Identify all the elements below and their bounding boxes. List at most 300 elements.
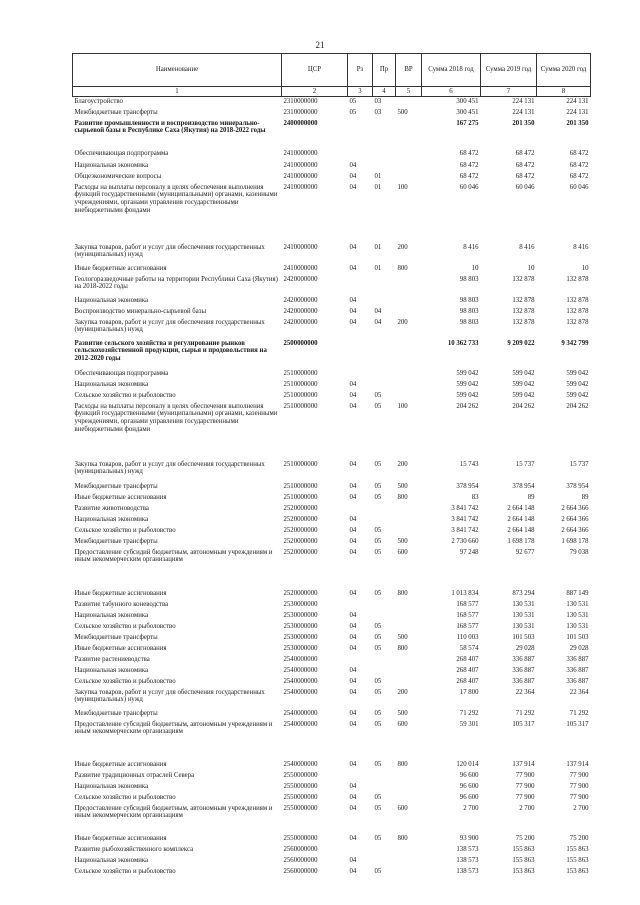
row-sum-2018: 93 900 (459, 834, 479, 842)
table-row (73, 264, 591, 275)
row-name: Предоставление субсидий бюджетным, автономным учреждениям и иным некоммерческим организациям (74, 720, 273, 736)
row-rz: 04 (349, 804, 357, 812)
header-pr: Пр (373, 54, 396, 87)
row-csr: 2530000000 (283, 633, 318, 641)
row-sum-2018: 204 262 (456, 402, 479, 410)
row-pr (373, 655, 396, 666)
header-index-cell: 2 (282, 87, 348, 97)
row-vr (396, 793, 422, 804)
table-row (73, 611, 591, 622)
row-vr (396, 172, 422, 183)
row-pr (373, 845, 396, 856)
table-row (73, 307, 591, 318)
row-rz (348, 339, 373, 369)
table-row (73, 709, 591, 720)
row-rz: 04 (349, 391, 357, 399)
row-csr: 2420000000 (283, 296, 318, 304)
row-pr (373, 380, 396, 391)
row-csr: 2560000000 (283, 845, 318, 853)
table-row (73, 760, 591, 771)
table-row (73, 243, 591, 264)
row-vr (396, 391, 422, 402)
row-sum-2019: 873 294 (512, 589, 535, 597)
row-pr (373, 504, 396, 515)
row-sum-2020: 336 887 (566, 655, 589, 663)
row-sum-2018: 599 042 (456, 391, 479, 399)
row-sum-2018: 8 416 (463, 243, 479, 251)
row-pr: 01 (374, 172, 382, 180)
row-vr: 600 (397, 720, 408, 728)
row-pr (373, 161, 396, 172)
row-csr: 2400000000 (283, 119, 318, 127)
table-row (73, 548, 591, 589)
row-name: Национальная экономика (74, 782, 149, 790)
budget-table (72, 53, 591, 878)
row-name: Межбюджетные трансферты (74, 709, 158, 717)
row-name: Национальная экономика (74, 161, 149, 169)
header-row (73, 54, 591, 87)
row-name: Общеэкономические вопросы (74, 172, 162, 180)
row-pr: 05 (374, 526, 382, 534)
row-pr: 05 (374, 677, 382, 685)
row-sum-2018: 378 954 (456, 482, 479, 490)
table-row (73, 172, 591, 183)
row-vr: 800 (397, 644, 408, 652)
row-name: Национальная экономика (74, 856, 149, 864)
row-sum-2020: 77 900 (569, 771, 589, 779)
row-sum-2018: 138 573 (456, 867, 479, 875)
row-sum-2019: 68 472 (515, 149, 535, 157)
row-csr: 2540000000 (283, 760, 318, 768)
row-sum-2019: 336 887 (512, 666, 535, 674)
row-sum-2018: 138 573 (456, 845, 479, 853)
header-sum-2018: Сумма 2018 год (422, 54, 481, 87)
header-name: Наименование (73, 54, 282, 87)
row-pr (373, 666, 396, 677)
header-index-cell: 7 (481, 87, 537, 97)
row-sum-2020: 130 531 (566, 611, 589, 619)
row-pr (373, 369, 396, 380)
table-row (73, 622, 591, 633)
row-sum-2019: 60 046 (515, 183, 535, 191)
row-sum-2020: 137 914 (566, 760, 589, 768)
row-sum-2020: 153 863 (566, 867, 589, 875)
row-sum-2019: 599 042 (512, 391, 535, 399)
row-sum-2020: 336 887 (566, 666, 589, 674)
header-index-cell: 1 (73, 87, 282, 97)
row-sum-2018: 1 013 834 (451, 589, 479, 597)
row-sum-2019: 77 900 (515, 793, 535, 801)
row-sum-2018: 68 472 (459, 172, 479, 180)
row-sum-2020: 68 472 (569, 161, 589, 169)
header-index-cell: 5 (396, 87, 422, 97)
row-csr: 2550000000 (283, 771, 318, 779)
table-row (73, 183, 591, 243)
row-rz (348, 600, 373, 611)
row-vr: 800 (397, 760, 408, 768)
row-rz: 04 (349, 611, 357, 619)
row-sum-2018: 96 600 (459, 771, 479, 779)
row-csr: 2530000000 (283, 644, 318, 652)
row-sum-2018: 59 301 (459, 720, 479, 728)
header-vr: ВР (396, 54, 422, 87)
row-csr: 2520000000 (283, 548, 318, 556)
row-sum-2020: 132 878 (566, 296, 589, 304)
row-vr (396, 771, 422, 782)
row-rz: 04 (349, 172, 357, 180)
row-pr (373, 611, 396, 622)
table-row (73, 633, 591, 644)
row-sum-2018: 3 841 742 (451, 504, 479, 512)
row-pr: 05 (374, 460, 382, 468)
row-rz (348, 845, 373, 856)
row-sum-2018: 58 574 (459, 644, 479, 652)
row-rz (348, 655, 373, 666)
row-pr: 01 (374, 264, 382, 272)
row-pr: 05 (374, 720, 382, 728)
row-pr (373, 339, 396, 369)
row-sum-2019: 101 503 (512, 633, 535, 641)
row-rz: 04 (349, 307, 357, 315)
row-csr: 2420000000 (283, 307, 318, 315)
row-sum-2018: 96 600 (459, 793, 479, 801)
row-sum-2020: 77 900 (569, 793, 589, 801)
row-pr: 05 (374, 867, 382, 875)
table-row (73, 504, 591, 515)
row-sum-2019: 22 364 (515, 688, 535, 696)
row-vr: 800 (397, 834, 408, 842)
row-name: Развитие табунного коневодства (74, 600, 169, 608)
row-sum-2018: 17 800 (459, 688, 479, 696)
row-name: Благоустройство (74, 98, 123, 105)
table-row (73, 369, 591, 380)
row-name: Национальная экономика (74, 296, 149, 304)
row-csr: 2520000000 (283, 589, 318, 597)
row-sum-2019: 77 900 (515, 782, 535, 790)
row-sum-2019: 2 664 148 (507, 504, 535, 512)
row-rz: 04 (349, 537, 357, 545)
row-csr: 2530000000 (283, 622, 318, 630)
row-sum-2020: 71 292 (569, 709, 589, 717)
row-vr: 600 (397, 804, 408, 812)
row-sum-2020: 79 038 (569, 548, 589, 556)
row-pr: 05 (374, 402, 382, 410)
row-pr (373, 771, 396, 782)
row-csr: 2310000000 (283, 108, 318, 116)
table-row (73, 845, 591, 856)
row-rz: 04 (349, 589, 357, 597)
table-row (73, 537, 591, 548)
row-rz: 04 (349, 856, 357, 864)
row-sum-2018: 120 014 (456, 760, 479, 768)
row-sum-2019: 10 (527, 264, 535, 272)
row-sum-2018: 168 577 (456, 611, 479, 619)
row-sum-2019: 137 914 (512, 760, 535, 768)
row-rz: 04 (349, 633, 357, 641)
header-rz: Рз (348, 54, 373, 87)
table-row (73, 856, 591, 867)
row-csr: 2410000000 (283, 243, 318, 251)
row-rz: 04 (349, 296, 357, 304)
row-sum-2020: 77 900 (569, 782, 589, 790)
row-csr: 2560000000 (283, 856, 318, 864)
row-sum-2019: 2 664 148 (507, 526, 535, 534)
row-sum-2019: 2 664 148 (507, 515, 535, 523)
row-vr (396, 677, 422, 688)
row-vr: 500 (397, 633, 408, 641)
row-rz: 04 (349, 482, 357, 490)
row-vr (396, 339, 422, 369)
row-vr: 800 (397, 264, 408, 272)
row-vr: 500 (397, 482, 408, 490)
row-csr: 2410000000 (283, 172, 318, 180)
row-csr: 2510000000 (283, 493, 318, 501)
header-csr: ЦСР (282, 54, 348, 87)
row-name: Сельское хозяйство и рыболовство (74, 793, 176, 801)
row-csr: 2510000000 (283, 380, 318, 388)
row-sum-2019: 71 292 (515, 709, 535, 717)
row-sum-2019: 89 (527, 493, 535, 501)
row-vr (396, 369, 422, 380)
row-csr: 2550000000 (283, 834, 318, 842)
table-row (73, 460, 591, 482)
header-sum-2020: Сумма 2020 год (537, 54, 591, 87)
row-pr (373, 515, 396, 526)
row-sum-2019: 105 317 (512, 720, 535, 728)
row-sum-2019: 8 416 (519, 243, 535, 251)
row-pr: 04 (374, 307, 382, 315)
row-name: Национальная экономика (74, 611, 149, 619)
row-sum-2020: 2 664 366 (561, 515, 589, 523)
row-vr (396, 867, 422, 878)
row-pr (373, 149, 396, 161)
row-pr (373, 119, 396, 149)
row-sum-2020: 2 664 366 (561, 526, 589, 534)
row-sum-2018: 599 042 (456, 369, 479, 377)
row-name: Развитие животноводства (74, 504, 149, 512)
row-sum-2018: 268 407 (456, 677, 479, 685)
row-sum-2018: 168 577 (456, 600, 479, 608)
row-csr: 2510000000 (283, 482, 318, 490)
row-sum-2018: 98 803 (459, 296, 479, 304)
row-pr (373, 275, 396, 296)
row-rz: 04 (349, 515, 357, 523)
row-sum-2019: 132 878 (512, 307, 535, 315)
row-vr (396, 119, 422, 149)
row-pr: 01 (374, 243, 382, 251)
row-pr: 05 (374, 793, 382, 801)
table-row (73, 666, 591, 677)
row-name: Сельское хозяйство и рыболовство (74, 622, 176, 630)
row-sum-2020: 22 364 (569, 688, 589, 696)
row-csr: 2500000000 (283, 339, 318, 347)
row-rz: 04 (349, 318, 357, 326)
row-csr: 2540000000 (283, 666, 318, 674)
row-vr (396, 380, 422, 391)
row-sum-2020: 378 954 (566, 482, 589, 490)
table-row (73, 119, 591, 149)
row-vr (396, 161, 422, 172)
row-vr: 200 (397, 243, 408, 251)
row-sum-2019: 599 042 (512, 369, 535, 377)
row-sum-2019: 75 200 (515, 834, 535, 842)
row-sum-2019: 132 878 (512, 318, 535, 326)
row-rz: 04 (349, 760, 357, 768)
row-sum-2020: 336 887 (566, 677, 589, 685)
row-sum-2019: 130 531 (512, 622, 535, 630)
row-sum-2019: 153 863 (512, 867, 535, 875)
row-rz: 04 (349, 782, 357, 790)
row-rz: 04 (349, 460, 357, 468)
row-rz: 04 (349, 526, 357, 534)
row-sum-2019: 68 472 (515, 172, 535, 180)
row-sum-2020: 155 863 (566, 856, 589, 864)
row-name: Предоставление субсидий бюджетным, автономным учреждениям и иным некоммерческим организациям (74, 548, 273, 564)
row-sum-2020: 15 737 (569, 460, 589, 468)
table-row (73, 720, 591, 760)
row-vr (396, 611, 422, 622)
row-csr: 2530000000 (283, 600, 318, 608)
table-row (73, 677, 591, 688)
table-row (73, 380, 591, 391)
row-vr: 100 (397, 183, 408, 191)
row-csr: 2540000000 (283, 655, 318, 663)
row-csr: 2540000000 (283, 720, 318, 728)
row-sum-2019: 155 863 (512, 856, 535, 864)
row-sum-2020: 130 531 (566, 622, 589, 630)
row-csr: 2510000000 (283, 369, 318, 377)
row-name: Иные бюджетные ассигнования (74, 589, 167, 597)
row-name: Обеспечивающая подпрограмма (74, 369, 169, 377)
table-row (73, 834, 591, 845)
row-sum-2018: 98 803 (459, 307, 479, 315)
header-index-cell: 6 (422, 87, 481, 97)
row-vr: 500 (397, 709, 408, 717)
row-name: Межбюджетные трансферты (74, 633, 158, 641)
row-rz: 04 (349, 161, 357, 169)
row-sum-2020: 155 863 (566, 845, 589, 853)
row-rz (348, 771, 373, 782)
row-vr (396, 97, 422, 108)
row-name: Развитие промышленности и воспроизводство минерально-сырьевой базы в Республике Саха (Якутия) на 2018-2022 годы (74, 119, 266, 135)
row-sum-2019: 92 677 (515, 548, 535, 556)
row-pr: 05 (374, 548, 382, 556)
row-sum-2019: 599 042 (512, 380, 535, 388)
row-sum-2020: 130 531 (566, 600, 589, 608)
row-csr: 2520000000 (283, 504, 318, 512)
row-vr: 200 (397, 460, 408, 468)
row-vr: 200 (397, 318, 408, 326)
row-csr: 2520000000 (283, 526, 318, 534)
row-sum-2019: 9 209 022 (507, 339, 535, 347)
row-name: Закупка товаров, работ и услуг для обеспечения государственных (муниципальных) нужд (74, 688, 265, 704)
row-pr: 05 (374, 622, 382, 630)
row-csr: 2410000000 (283, 149, 318, 157)
row-vr (396, 622, 422, 633)
row-vr: 500 (397, 537, 408, 545)
table-row (73, 391, 591, 402)
row-rz (348, 275, 373, 296)
table-row (73, 482, 591, 493)
table-row (73, 589, 591, 600)
table-row (73, 782, 591, 793)
table-row (73, 655, 591, 666)
row-sum-2018: 68 472 (459, 149, 479, 157)
row-csr: 2530000000 (283, 611, 318, 619)
table-row (73, 275, 591, 296)
row-csr: 2520000000 (283, 537, 318, 545)
row-sum-2019: 132 878 (512, 275, 535, 283)
row-rz: 04 (349, 709, 357, 717)
row-csr: 2520000000 (283, 515, 318, 523)
row-rz: 04 (349, 688, 357, 696)
row-sum-2020: 75 200 (569, 834, 589, 842)
row-sum-2018: 110 003 (456, 633, 479, 641)
row-sum-2018: 68 472 (459, 161, 479, 169)
table-row (73, 402, 591, 460)
row-sum-2018: 168 577 (456, 622, 479, 630)
row-name: Сельское хозяйство и рыболовство (74, 526, 176, 534)
table-row (73, 318, 591, 339)
row-sum-2020: 599 042 (566, 391, 589, 399)
row-pr: 05 (374, 589, 382, 597)
row-sum-2019: 15 737 (515, 460, 535, 468)
row-vr (396, 856, 422, 867)
row-sum-2018: 167 275 (456, 119, 479, 127)
row-rz: 04 (349, 666, 357, 674)
table-row (73, 108, 591, 119)
row-sum-2020: 132 878 (566, 318, 589, 326)
row-name: Обеспечивающая подпрограмма (74, 149, 169, 157)
row-sum-2019: 201 350 (512, 119, 535, 127)
row-pr: 05 (374, 760, 382, 768)
row-csr: 2540000000 (283, 688, 318, 696)
row-name: Иные бюджетные ассигнования (74, 834, 167, 842)
row-name: Национальная экономика (74, 380, 149, 388)
row-sum-2018: 83 (471, 493, 479, 501)
row-sum-2020: 201 350 (566, 119, 589, 127)
row-sum-2019: 336 887 (512, 655, 535, 663)
row-name: Геологоразведочные работы на территории Республики Саха (Якутия) на 2018-2022 годы (74, 275, 278, 291)
row-name: Развитие традиционных отраслей Севера (74, 771, 195, 779)
row-pr: 05 (374, 688, 382, 696)
row-sum-2020: 224 131 (566, 108, 589, 116)
row-csr: 2410000000 (283, 264, 318, 272)
row-csr: 2310000000 (283, 98, 318, 105)
row-pr: 05 (374, 804, 382, 812)
row-sum-2020: 101 503 (566, 633, 589, 641)
row-sum-2019: 130 531 (512, 611, 535, 619)
row-vr (396, 666, 422, 677)
row-name: Закупка товаров, работ и услуг для обеспечения государственных (муниципальных) нужд (74, 460, 265, 476)
row-sum-2018: 268 407 (456, 655, 479, 663)
row-vr (396, 515, 422, 526)
row-csr: 2560000000 (283, 867, 318, 875)
row-rz: 04 (349, 834, 357, 842)
row-rz: 04 (349, 548, 357, 556)
row-rz (348, 149, 373, 161)
row-pr: 05 (374, 391, 382, 399)
row-vr (396, 845, 422, 856)
header-index-cell: 3 (348, 87, 373, 97)
table-row (73, 688, 591, 709)
row-name: Иные бюджетные ассигнования (74, 493, 167, 501)
row-vr: 800 (397, 589, 408, 597)
row-sum-2019: 2 700 (519, 804, 535, 812)
row-sum-2018: 10 362 733 (447, 339, 479, 347)
row-csr: 2510000000 (283, 402, 318, 410)
row-rz: 04 (349, 677, 357, 685)
